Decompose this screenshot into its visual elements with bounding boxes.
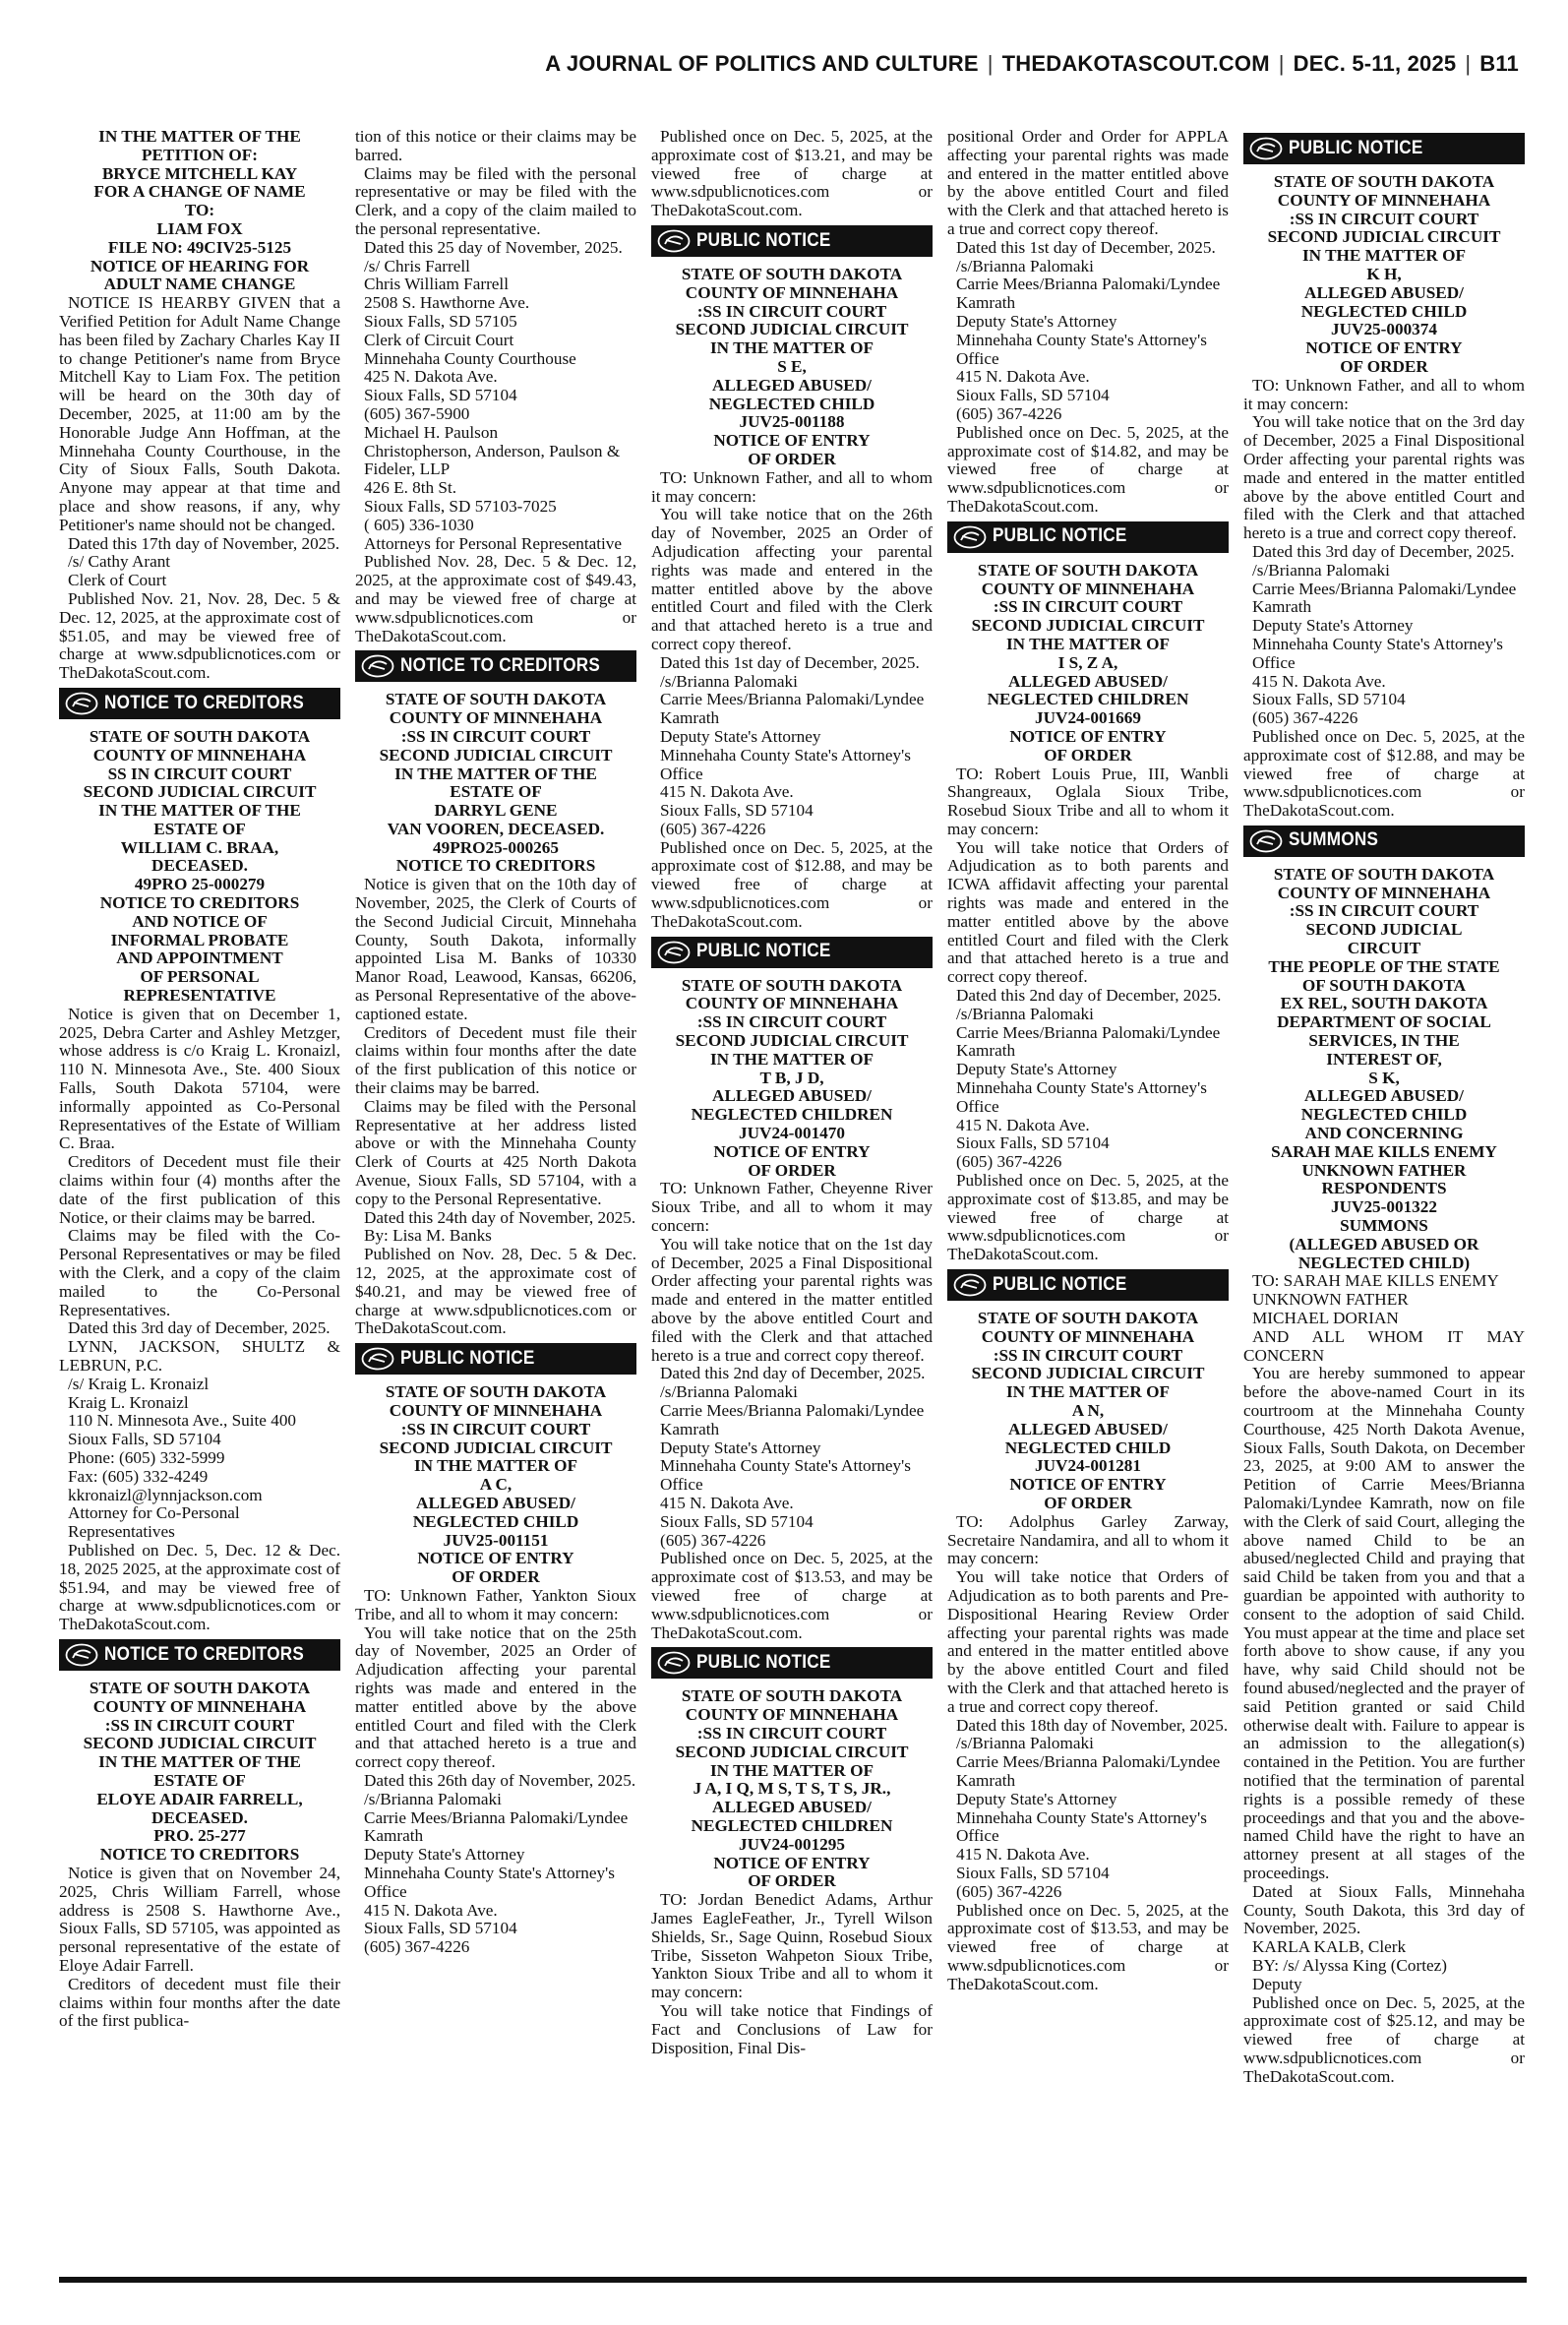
notice-paragraph: TO: Unknown Father, and all to whom it may concern: xyxy=(651,467,933,506)
section-label: PUBLIC NOTICE xyxy=(1289,137,1423,158)
notice-heading: STATE OF SOUTH DAKOTA COUNTY OF MINNEHAHA :SS IN CIRCUIT COURT SECOND JUDICIAL CIRCUIT IN THE MATTER OF J A, I Q, M S, T S, T S, JR., ALLEGED ABUSED/ NEGLECTED CHILDREN JUV24-001295 NOTICE OF ENTRY OF ORDER xyxy=(675,1686,909,1891)
column-3 xyxy=(651,128,933,2271)
section-header xyxy=(1243,133,1525,164)
section-label: PUBLIC NOTICE xyxy=(400,1347,535,1369)
notice-paragraph: Published on Dec. 5, Dec. 12 & Dec. 18, 2025 2025, at the approximate cost of $51.94, and may be viewed free of charge at www.sdpublicnotices.com or TheDakotaScout.com. xyxy=(59,1540,340,1634)
notice-paragraph: Dated this 17th day of November, 2025. xyxy=(68,533,340,553)
notice-heading: STATE OF SOUTH DAKOTA COUNTY OF MINNEHAHA :SS IN CIRCUIT COURT SECOND JUDICIAL CIRCUIT THE PEOPLE OF THE STATE OF SOUTH DAKOTA EX REL, SOUTH DAKOTA DEPARTMENT OF SOCIAL SERVICES, IN THE INTEREST OF, S K, ALLEGED ABUSED/ NEGLECTED CHILD AND CONCERNING SARAH MAE KILLS ENEMY UNKNOWN FATHER RESPONDENTS JUV25-001322 SUMMONS (ALLEGED ABUSED OR NEGLECTED CHILD) xyxy=(1268,864,1500,1272)
notice-paragraph: AND ALL WHOM IT MAY CONCERN xyxy=(1243,1326,1525,1365)
scout-logo-icon xyxy=(65,1643,98,1667)
notice-heading: STATE OF SOUTH DAKOTA COUNTY OF MINNEHAHA :SS IN CIRCUIT COURT SECOND JUDICIAL CIRCUIT IN THE MATTER OF A C, ALLEGED ABUSED/ NEGLECTED CHILD JUV25-001151 NOTICE OF ENTRY OF ORDER xyxy=(379,1382,613,1587)
notice-paragraph: Claims may be filed with the personal representative or may be filed with the Clerk, and a copy of the claim mailed to the personal representative. xyxy=(355,163,636,238)
signature-block: By: Lisa M. Banks xyxy=(364,1226,492,1246)
notice-paragraph: Dated this 3rd day of December, 2025. xyxy=(1252,541,1515,561)
masthead xyxy=(59,51,1519,77)
notice-paragraph: Dated this 1st day of December, 2025. xyxy=(956,237,1216,257)
notice-paragraph: Published once on Dec. 5, 2025, at the approximate cost of $13.53, and may be viewed free of charge at www.sdpublicnotices.com or TheDakotaScout.com. xyxy=(947,1900,1229,1993)
notice-paragraph: You will take notice that on the 25th day of November, 2025 an Order of Adjudication affecting your parental rights was made and entered in the matter entitled above by the above entitled Court and filed with the Clerk and that attached hereto is a true and correct copy thereof. xyxy=(355,1622,636,1772)
notice-paragraph: You will take notice that on the 26th day of November, 2025 an Order of Adjudication affecting your parental rights was made and entered in the matter entitled above by the above entitled Court and filed with the Clerk and that attached hereto is a true and correct copy thereof. xyxy=(651,505,933,653)
publication-tagline: A JOURNAL OF POLITICS AND CULTURE xyxy=(545,51,979,76)
notice-paragraph: You are hereby summoned to appear before the above-named Court in its courtroom at the Minnehaha County Courthouse, 425 North Dakota Avenue, Sioux Falls, South Dakota, on December 23, 2025, at 9:00 AM to answer the Petition of Carrie Mees/Brianna Palomaki/Lyndee Kamrath, now on file with the Clerk of said Court, alleging the above named Child to be an abused/neglected Child and praying that said Child be taken from you and that a guardian be appointed with authority to consent to the adoption of said Child. You must appear at the time and place set forth above to show cause, if any you have, why said Child should not be found abused/neglected and the prayer of said Petition granted or said Child otherwise dealt with. Failure to appear is an admission to the allegation(s) contained in the Petition. You are further notified that the termination of parental rights is a possible remedy of these proceedings and that you and the above-named Child have the right to have an attorney present at all stages of the proceedings. xyxy=(1243,1364,1525,1882)
notice-heading: STATE OF SOUTH DAKOTA COUNTY OF MINNEHAHA :SS IN CIRCUIT COURT SECOND JUDICIAL CIRCUIT IN THE MATTER OF T B, J D, ALLEGED ABUSED/ NEGLECTED CHILDREN JUV24-001470 NOTICE OF ENTRY OF ORDER xyxy=(675,975,909,1180)
scout-logo-icon xyxy=(1249,829,1283,853)
section-label: NOTICE TO CREDITORS xyxy=(104,692,305,713)
notice-heading: STATE OF SOUTH DAKOTA COUNTY OF MINNEHAHA :SS IN CIRCUIT COURT SECOND JUDICIAL CIRCUIT IN THE MATTER OF A N, ALLEGED ABUSED/ NEGLECTED CHILD JUV24-001281 NOTICE OF ENTRY OF ORDER xyxy=(971,1309,1205,1512)
notice-paragraph: TO: Adolphus Garley Zarway, Secretaire Nandamira, and all to whom it may concern: xyxy=(947,1511,1229,1568)
section-label: NOTICE TO CREDITORS xyxy=(104,1643,305,1665)
notice-paragraph: Dated this 18th day of November, 2025. xyxy=(956,1715,1229,1735)
section-header xyxy=(651,1647,933,1679)
section-header xyxy=(1243,826,1525,857)
notice-paragraph: Claims may be filed with the Co-Personal Representatives or may be filed with the Clerk, and a copy of the claim mailed to the Co-Personal Representatives. xyxy=(59,1226,340,1319)
signature-block: /s/Brianna Palomaki Carrie Mees/Brianna Palomaki/Lyndee Kamrath Deputy State's Attorney Minnehaha County State's Attorney's Office 415 N. Dakota Ave. Sioux Falls, SD 57104 (605) 367-4226 xyxy=(660,671,925,838)
section-header xyxy=(355,1343,636,1375)
notice-paragraph: TO: Unknown Father, and all to whom it may concern: xyxy=(1243,375,1525,413)
notice-paragraph: You will take notice that Orders of Adjudication as to both parents and ICWA affidavit affecting your parental rights was made and entered in the matter entitled above by the above entitled Court and filed with the Clerk and that attached hereto is a true and correct copy thereof. xyxy=(947,837,1229,987)
signature-block: UNKNOWN FATHER MICHAEL DORIAN xyxy=(1252,1290,1409,1328)
signature-block: KARLA KALB, Clerk BY: /s/ Alyssa King (Cortez) Deputy xyxy=(1252,1937,1447,1993)
notice-paragraph: Notice is given that on December 1, 2025, Debra Carter and Ashley Metzger, whose address is c/o Kraig L. Kronaizl, 110 N. Minnesota Ave., Ste. 400 Sioux Falls, South Dakota 57104, were informally appointed as Co-Personal Representatives of the Estate of William C. Braa. xyxy=(59,1004,340,1153)
notice-paragraph: Creditors of Decedent must file their claims within four (4) months after the date of the first publication of this Notice, or their claims may be barred. xyxy=(59,1152,340,1227)
section-label: PUBLIC NOTICE xyxy=(993,1273,1127,1295)
notice-paragraph: Published once on Dec. 5, 2025, at the approximate cost of $13.85, and may be viewed free of charge at www.sdpublicnotices.com or TheDakotaScout.com. xyxy=(947,1171,1229,1264)
column-1 xyxy=(59,128,340,2271)
issue-date: DEC. 5-11, 2025 xyxy=(1293,51,1457,76)
signature-block: /s/ Chris Farrell Chris William Farrell 2508 S. Hawthorne Ave. Sioux Falls, SD 57105 Clerk of Circuit Court Minnehaha County Courthouse 425 N. Dakota Ave. Sioux Falls, SD 57104 (605) 367-5900 Michael H. Paulson Christopherson, Anderson, Paulson & Fideler, LLP 426 E. 8th St. Sioux Falls, SD 57103-7025 ( 605) 336-1030 Attorneys for Personal Representative xyxy=(364,256,623,553)
notice-paragraph: Dated this 25 day of November, 2025. xyxy=(364,237,623,257)
notice-paragraph: Published on Nov. 28, Dec. 5 & Dec. 12, 2025, at the approximate cost of $40.21, and may be viewed free of charge at www.sdpublicnotices.com or TheDakotaScout.com. xyxy=(355,1245,636,1338)
section-label: SUMMONS xyxy=(1289,829,1379,851)
notice-heading: STATE OF SOUTH DAKOTA COUNTY OF MINNEHAHA :SS IN CIRCUIT COURT SECOND JUDICIAL CIRCUIT IN THE MATTER OF K H, ALLEGED ABUSED/ NEGLECTED CHILD JUV25-000374 NOTICE OF ENTRY OF ORDER xyxy=(1267,172,1501,376)
page-number: B11 xyxy=(1479,51,1519,76)
section-header xyxy=(355,650,636,682)
notice-paragraph: You will take notice that on the 3rd day of December, 2025 a Final Dispositional Order affecting your parental rights was made and entered in the matter entitled above by the above entitled Court and filed with the Clerk and that attached hereto is a true and correct copy thereof. xyxy=(1243,412,1525,543)
notice-heading: STATE OF SOUTH DAKOTA COUNTY OF MINNEHAHA :SS IN CIRCUIT COURT SECOND JUDICIAL CIRCUIT IN THE MATTER OF THE ESTATE OF ELOYE ADAIR FARRELL, DECEASED. PRO. 25-277 NOTICE TO CREDITORS xyxy=(83,1678,317,1865)
signature-block: /s/ Cathy Arant Clerk of Court xyxy=(68,552,171,590)
notice-paragraph: You will take notice that Findings of Fact and Conclusions of Law for Disposition, Final Dis- xyxy=(651,2000,933,2057)
scout-logo-icon xyxy=(657,941,691,964)
masthead-separator: | xyxy=(1278,51,1285,76)
notice-paragraph: TO: Jordan Benedict Adams, Arthur James EagleFeather, Jr., Tyrell Wilson Shields, Sr., Sage Quinn, Rosebud Sioux Tribe, Sisseton Wahpeton Sioux Tribe, Yankton Sioux Tribe and all to whom it may concern: xyxy=(651,1890,933,2002)
notice-paragraph: Dated this 3rd day of December, 2025. xyxy=(68,1318,331,1338)
notice-paragraph: Published once on Dec. 5, 2025, at the approximate cost of $25.12, and may be viewed free of charge at www.sdpublicnotices.com or TheDakotaScout.com. xyxy=(1243,1992,1525,2086)
scout-logo-icon xyxy=(65,692,98,715)
section-header xyxy=(947,521,1229,553)
notice-paragraph: Dated this 2nd day of December, 2025. xyxy=(956,986,1222,1006)
notice-heading: IN THE MATTER OF THE PETITION OF: BRYCE MITCHELL KAY FOR A CHANGE OF NAME TO: LIAM FOX FILE NO: 49CIV25-5125 NOTICE OF HEARING FOR ADULT NAME CHANGE xyxy=(90,128,310,294)
masthead-separator: | xyxy=(1465,51,1472,76)
section-label: PUBLIC NOTICE xyxy=(696,229,831,251)
notice-paragraph: Dated this 1st day of December, 2025. xyxy=(660,652,920,672)
signature-block: /s/Brianna Palomaki Carrie Mees/Brianna Palomaki/Lyndee Kamrath Deputy State's Attorney Minnehaha County State's Attorney's Office 415 N. Dakota Ave. Sioux Falls, SD 57104 (605) 367-4226 xyxy=(364,1789,629,1957)
notice-paragraph: Creditors of decedent must file their claims within four months after the date of the first publica- xyxy=(59,1974,340,2031)
notice-paragraph: positional Order and Order for APPLA affecting your parental rights was made and entered in the matter entitled above by the above entitled Court and filed with the Clerk and that attached hereto is a true and correct copy thereof. xyxy=(947,128,1229,238)
section-label: PUBLIC NOTICE xyxy=(993,525,1127,547)
scout-logo-icon xyxy=(361,1347,394,1371)
section-label: NOTICE TO CREDITORS xyxy=(400,654,601,676)
notice-paragraph: Notice is given that on November 24, 2025, Chris William Farrell, whose address is 2508 S. Hawthorne Ave., Sioux Falls, SD 57105, was appointed as personal representative of the estate of Eloye Adair Farrell. xyxy=(59,1863,340,1975)
notice-paragraph: Dated at Sioux Falls, Minnehaha County, South Dakota, this 3rd day of November, 2025. xyxy=(1243,1881,1525,1938)
notice-paragraph: Dated this 26th day of November, 2025. xyxy=(364,1770,636,1790)
notice-paragraph: LYNN, JACKSON, SHULTZ & LEBRUN, P.C. xyxy=(59,1337,340,1375)
notice-paragraph: tion of this notice or their claims may be barred. xyxy=(355,128,636,164)
notice-heading: STATE OF SOUTH DAKOTA COUNTY OF MINNEHAHA SS IN CIRCUIT COURT SECOND JUDICIAL CIRCUIT IN THE MATTER OF THE ESTATE OF WILLIAM C. BRAA, DECEASED. 49PRO 25-000279 NOTICE TO CREDITORS AND NOTICE OF INFORMAL PROBATE AND APPOINTMENT OF PERSONAL REPRESENTATIVE xyxy=(83,726,317,1006)
masthead-separator: | xyxy=(987,51,994,76)
notice-paragraph: Notice is given that on the 10th day of November, 2025, the Clerk of Courts of the Second Judicial Circuit, Minnehaha County, South Dakota, informally appointed Lisa M. Banks of 10330 Manor Road, Leawood, Kansas, 66206, as Personal Representative of the above-captioned estate. xyxy=(355,875,636,1023)
notice-paragraph: TO: SARAH MAE KILLS ENEMY xyxy=(1252,1271,1499,1291)
section-header xyxy=(651,937,933,968)
notice-heading: STATE OF SOUTH DAKOTA COUNTY OF MINNEHAHA :SS IN CIRCUIT COURT SECOND JUDICIAL CIRCUIT IN THE MATTER OF S E, ALLEGED ABUSED/ NEGLECTED CHILD JUV25-001188 NOTICE OF ENTRY OF ORDER xyxy=(675,264,909,468)
notice-paragraph: Published once on Dec. 5, 2025, at the approximate cost of $13.53, and may be viewed free of charge at www.sdpublicnotices.com or TheDakotaScout.com. xyxy=(651,1549,933,1642)
signature-block: /s/ Kraig L. Kronaizl Kraig L. Kronaizl 110 N. Minnesota Ave., Suite 400 Sioux Falls, SD 57104 Phone: (605) 332-5999 Fax: (605) 332-4249 kkronaizl@lynnjackson.com Attorney for Co-Personal Representatives xyxy=(68,1374,297,1542)
scout-logo-icon xyxy=(953,525,987,549)
notice-paragraph: Claims may be filed with the Personal Representative at her address listed above or with the Minnehaha County Clerk of Courts at 425 North Dakota Avenue, Sioux Falls, SD 57104, with a copy to the Personal Representative. xyxy=(355,1096,636,1208)
notice-paragraph: Published Nov. 21, Nov. 28, Dec. 5 & Dec. 12, 2025, at the approximate cost of $51.05, and may be viewed free of charge at www.sdpublicnotices.com or TheDakotaScout.com. xyxy=(59,588,340,683)
notice-paragraph: Dated this 2nd day of December, 2025. xyxy=(660,1364,926,1383)
section-header xyxy=(59,1639,340,1671)
section-header xyxy=(651,225,933,257)
notice-paragraph: Published once on Dec. 5, 2025, at the approximate cost of $12.88, and may be viewed free of charge at www.sdpublicnotices.com or TheDakotaScout.com. xyxy=(1243,726,1525,821)
notice-heading: STATE OF SOUTH DAKOTA COUNTY OF MINNEHAHA :SS IN CIRCUIT COURT SECOND JUDICIAL CIRCUIT IN THE MATTER OF I S, Z A, ALLEGED ABUSED/ NEGLECTED CHILDREN JUV24-001669 NOTICE OF ENTRY OF ORDER xyxy=(971,560,1205,765)
column-2 xyxy=(355,128,636,2271)
signature-block: /s/Brianna Palomaki Carrie Mees/Brianna Palomaki/Lyndee Kamrath Deputy State's Attorney Minnehaha County State's Attorney's Office 415 N. Dakota Ave. Sioux Falls, SD 57104 (605) 367-4226 xyxy=(956,256,1221,423)
notices-page xyxy=(59,128,1527,2271)
notice-heading: STATE OF SOUTH DAKOTA COUNTY OF MINNEHAHA :SS IN CIRCUIT COURT SECOND JUDICIAL CIRCUIT IN THE MATTER OF THE ESTATE OF DARRYL GENE VAN VOOREN, DECEASED. 49PRO25-000265 NOTICE TO CREDITORS xyxy=(379,690,613,876)
signature-block: /s/Brianna Palomaki Carrie Mees/Brianna Palomaki/Lyndee Kamrath Deputy State's Attorney Minnehaha County State's Attorney's Office 415 N. Dakota Ave. Sioux Falls, SD 57104 (605) 367-4226 xyxy=(956,1004,1221,1172)
section-header xyxy=(59,688,340,719)
scout-logo-icon xyxy=(361,654,394,678)
column-5 xyxy=(1243,128,1525,2271)
signature-block: /s/Brianna Palomaki Carrie Mees/Brianna Palomaki/Lyndee Kamrath Deputy State's Attorney Minnehaha County State's Attorney's Office 415 N. Dakota Ave. Sioux Falls, SD 57104 (605) 367-4226 xyxy=(956,1734,1221,1901)
signature-block: /s/Brianna Palomaki Carrie Mees/Brianna Palomaki/Lyndee Kamrath Deputy State's Attorney Minnehaha County State's Attorney's Office 415 N. Dakota Ave. Sioux Falls, SD 57104 (605) 367-4226 xyxy=(660,1382,925,1550)
scout-logo-icon xyxy=(1249,137,1283,160)
section-header xyxy=(947,1269,1229,1301)
bottom-rule xyxy=(59,2277,1527,2283)
scout-logo-icon xyxy=(953,1273,987,1297)
section-label: PUBLIC NOTICE xyxy=(696,1651,831,1673)
scout-logo-icon xyxy=(657,1651,691,1675)
notice-paragraph: You will take notice that on the 1st day of December, 2025 a Final Dispositional Order affecting your parental rights was made and entered in the matter entitled above by the above entitled Court and filed with the Clerk and that attached hereto is a true and correct copy thereof. xyxy=(651,1234,933,1365)
notice-paragraph: TO: Unknown Father, Yankton Sioux Tribe, and all to whom it may concern: xyxy=(355,1585,636,1623)
notice-paragraph: TO: Unknown Father, Cheyenne River Sioux Tribe, and all to whom it may concern: xyxy=(651,1179,933,1236)
notice-paragraph: NOTICE IS HEARBY GIVEN that a Verified Petition for Adult Name Change has been filed by Zachary Charles Kay II to change Petitioner's name from Bryce Mitchell Kay to Liam Fox. The petition will be heard on the 30th day of December, 2025, at 11:00 am by the Honorable Judge Ann Hoffman, at the Minnehaha County Courthouse, in the City of Sioux Falls, South Dakota. Anyone may appear at that time and place and show reasons, if any, why Petitioner's name should not be changed. xyxy=(59,293,340,534)
notice-paragraph: Published once on Dec. 5, 2025, at the approximate cost of $12.88, and may be viewed free of charge at www.sdpublicnotices.com or TheDakotaScout.com. xyxy=(651,837,933,931)
notice-paragraph: Dated this 24th day of November, 2025. xyxy=(364,1207,636,1227)
notice-paragraph: Published once on Dec. 5, 2025, at the approximate cost of $14.82, and may be viewed free of charge at www.sdpublicnotices.com or TheDakotaScout.com. xyxy=(947,422,1229,516)
website-url: THEDAKOTASCOUT.COM xyxy=(1001,51,1270,76)
signature-block: /s/Brianna Palomaki Carrie Mees/Brianna Palomaki/Lyndee Kamrath Deputy State's Attorney Minnehaha County State's Attorney's Office 415 N. Dakota Ave. Sioux Falls, SD 57104 (605) 367-4226 xyxy=(1252,560,1517,728)
scout-logo-icon xyxy=(657,229,691,253)
notice-paragraph: Published once on Dec. 5, 2025, at the approximate cost of $13.21, and may be viewed free of charge at www.sdpublicnotices.com or TheDakotaScout.com. xyxy=(651,128,933,220)
notice-paragraph: Creditors of Decedent must file their claims within four months after the date of the first publication of this notice or their claims may be barred. xyxy=(355,1022,636,1098)
section-label: PUBLIC NOTICE xyxy=(696,941,831,962)
column-4 xyxy=(947,128,1229,2271)
notice-paragraph: Published Nov. 28, Dec. 5 & Dec. 12, 2025, at the approximate cost of $49.43, and may be viewed free of charge at www.sdpublicnotices.com or TheDakotaScout.com. xyxy=(355,552,636,645)
notice-paragraph: TO: Robert Louis Prue, III, Wanbli Shangreaux, Oglala Sioux Tribe, Rosebud Sioux Tribe and all to whom it may concern: xyxy=(947,764,1229,838)
notice-paragraph: You will take notice that Orders of Adjudication as to both parents and Pre-Dispositional Hearing Review Order affecting your parental rights was made and entered in the matter entitled above by the above entitled Court and filed with the Clerk and that attached hereto is a true and correct copy thereof. xyxy=(947,1567,1229,1716)
